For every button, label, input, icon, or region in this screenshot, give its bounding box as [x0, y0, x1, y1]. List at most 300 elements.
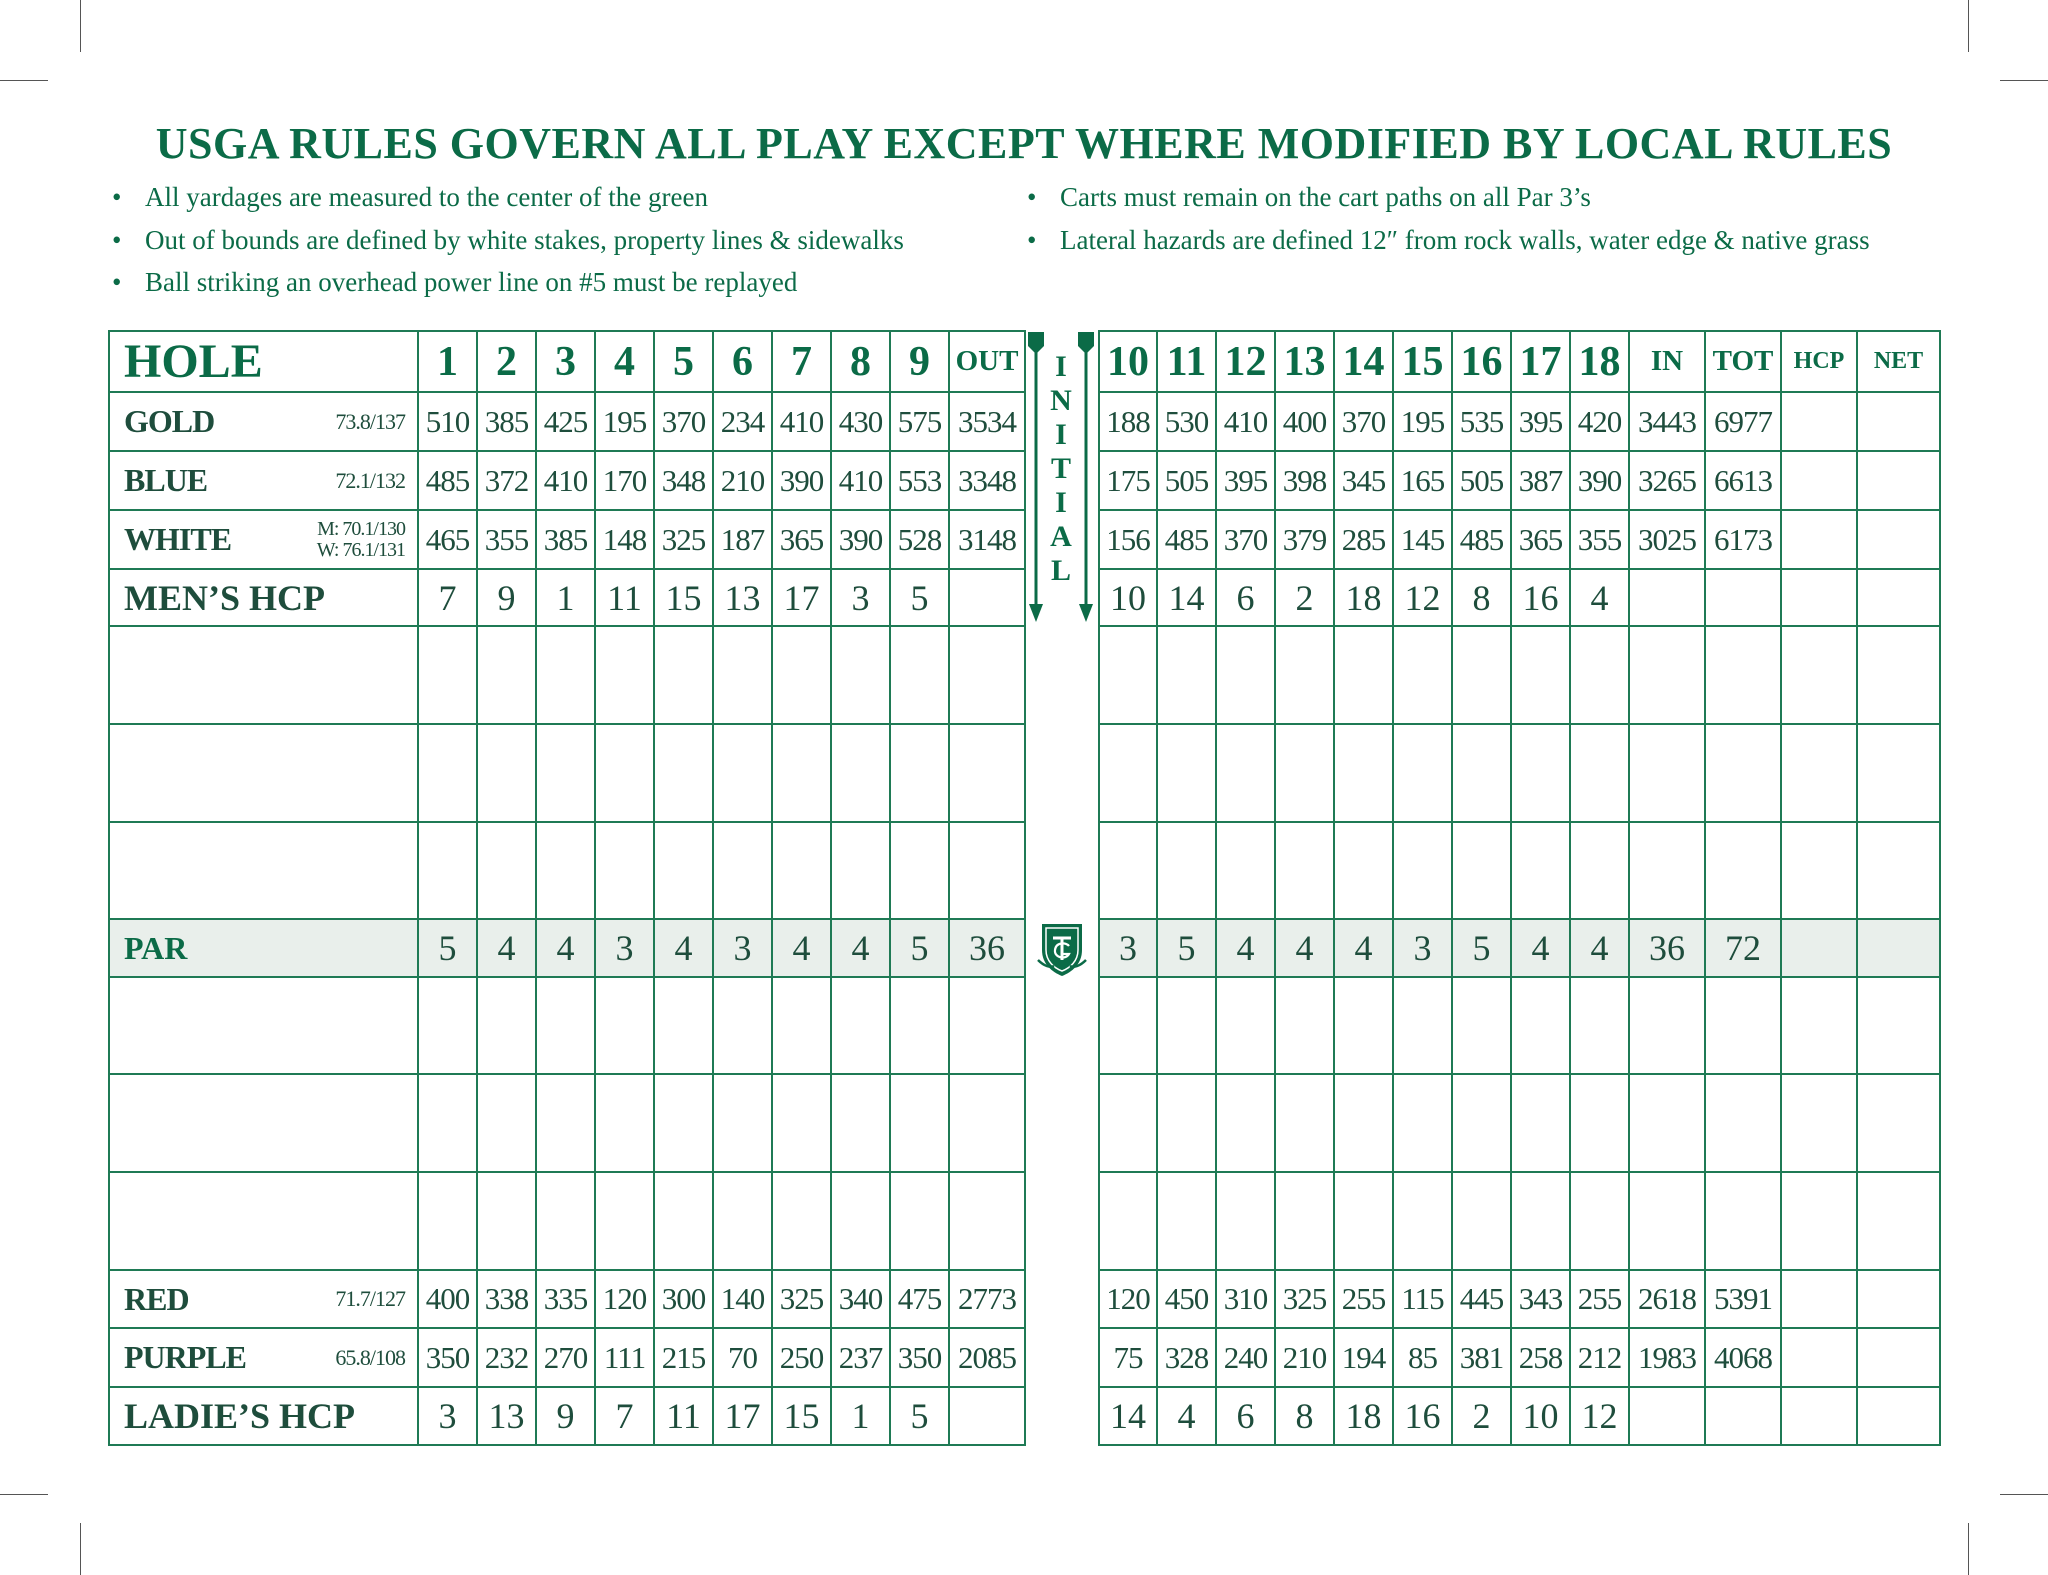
score-cell[interactable] — [1511, 1172, 1570, 1270]
yardage-cell: 350 — [890, 1328, 949, 1387]
yardage-cell: 485 — [1452, 510, 1511, 569]
score-cell[interactable] — [1393, 626, 1452, 724]
score-cell[interactable] — [1570, 626, 1629, 724]
yardage-cell: 234 — [713, 392, 772, 451]
score-cell[interactable] — [1705, 724, 1781, 822]
score-cell[interactable] — [536, 1074, 595, 1172]
score-cell[interactable] — [1334, 1172, 1393, 1270]
hcp-cell: 15 — [772, 1387, 831, 1445]
score-cell[interactable] — [536, 822, 595, 919]
score-cell[interactable] — [890, 1172, 949, 1270]
score-cell[interactable] — [1275, 626, 1334, 724]
hole-row — [109, 331, 1025, 392]
score-cell[interactable] — [890, 977, 949, 1074]
total-header: TOT — [1705, 331, 1781, 392]
score-cell[interactable] — [831, 1172, 890, 1270]
score-cell[interactable] — [595, 977, 654, 1074]
hcp-cell: 6 — [1216, 1387, 1275, 1445]
par-cell: 3 — [1099, 919, 1157, 977]
hcp-entry-cell[interactable] — [1781, 451, 1857, 510]
score-cell[interactable] — [1570, 977, 1629, 1074]
player-score-row — [109, 626, 1025, 724]
score-cell[interactable] — [1099, 724, 1157, 822]
ladies-hcp-row — [109, 1387, 1025, 1445]
score-cell[interactable] — [1393, 1172, 1452, 1270]
rule-item: • All yardages are measured to the center of the green — [112, 176, 904, 219]
score-cell[interactable] — [654, 977, 713, 1074]
purple-tee-row — [1099, 1328, 1940, 1387]
yardage-cell: 398 — [1275, 451, 1334, 510]
score-cell[interactable] — [1705, 822, 1781, 919]
score-cell[interactable] — [1705, 977, 1781, 1074]
yardage-cell: 328 — [1157, 1328, 1216, 1387]
score-cell[interactable] — [1157, 626, 1216, 724]
score-cell[interactable] — [1099, 822, 1157, 919]
initial-letter: I — [1055, 350, 1067, 383]
score-cell[interactable] — [1570, 1172, 1629, 1270]
hcp-cell: 3 — [831, 569, 890, 626]
score-cell[interactable] — [1452, 1074, 1511, 1172]
score-cell[interactable] — [418, 1074, 477, 1172]
par-cell: 5 — [1157, 919, 1216, 977]
score-cell[interactable] — [890, 724, 949, 822]
hcp-entry-cell[interactable] — [1781, 510, 1857, 569]
yardage-cell: 348 — [654, 451, 713, 510]
out-total-cell: 3148 — [949, 510, 1025, 569]
score-cell[interactable] — [713, 822, 772, 919]
yardage-cell: 240 — [1216, 1328, 1275, 1387]
score-cell[interactable] — [1781, 822, 1857, 919]
out-total-cell: 3534 — [949, 392, 1025, 451]
in-total-cell: 2618 — [1629, 1270, 1705, 1328]
score-cell[interactable] — [477, 1172, 536, 1270]
yardage-cell: 410 — [772, 392, 831, 451]
score-cell[interactable] — [1216, 1172, 1275, 1270]
hcp-cell: 2 — [1275, 569, 1334, 626]
score-cell[interactable] — [1452, 977, 1511, 1074]
hcp-cell: 8 — [1275, 1387, 1334, 1445]
score-cell[interactable] — [772, 822, 831, 919]
hcp-cell: 18 — [1334, 1387, 1393, 1445]
score-cell[interactable] — [1511, 626, 1570, 724]
hole-number: 17 — [1511, 331, 1570, 392]
net-entry-cell[interactable] — [1857, 392, 1940, 451]
yardage-cell: 195 — [1393, 392, 1452, 451]
score-cell[interactable] — [595, 626, 654, 724]
yardage-cell: 350 — [418, 1328, 477, 1387]
yardage-cell: 505 — [1157, 451, 1216, 510]
net-entry-cell[interactable] — [1857, 919, 1940, 977]
yardage-cell: 370 — [1334, 392, 1393, 451]
initial-letter: I — [1055, 418, 1067, 451]
par-cell: 4 — [831, 919, 890, 977]
score-cell[interactable] — [831, 1074, 890, 1172]
score-cell[interactable] — [949, 724, 1025, 822]
hcp-cell: 14 — [1157, 569, 1216, 626]
back-nine-table — [1098, 330, 1941, 1446]
rule-item: • Ball striking an overhead power line on #5 must be replayed — [112, 261, 904, 304]
hole-label: HOLE — [109, 331, 418, 392]
white-tee-row — [1099, 510, 1940, 569]
score-cell[interactable] — [1511, 1074, 1570, 1172]
score-cell[interactable] — [418, 626, 477, 724]
score-cell[interactable] — [1705, 1172, 1781, 1270]
score-cell[interactable] — [772, 1074, 831, 1172]
score-cell[interactable] — [1705, 626, 1781, 724]
player-score-row — [109, 1074, 1025, 1172]
score-cell[interactable] — [831, 724, 890, 822]
score-cell[interactable] — [890, 822, 949, 919]
hcp-cell: 17 — [713, 1387, 772, 1445]
player-name-cell[interactable] — [109, 822, 418, 919]
score-cell[interactable] — [1452, 822, 1511, 919]
score-cell[interactable] — [418, 724, 477, 822]
purple-tee-row — [109, 1328, 1025, 1387]
score-cell[interactable] — [1629, 977, 1705, 1074]
par-cell: 3 — [713, 919, 772, 977]
hcp-entry-cell[interactable] — [1781, 1328, 1857, 1387]
score-cell[interactable] — [595, 822, 654, 919]
score-cell[interactable] — [536, 626, 595, 724]
score-cell[interactable] — [1629, 1172, 1705, 1270]
score-cell[interactable] — [772, 1172, 831, 1270]
score-cell[interactable] — [1629, 724, 1705, 822]
red-tee-row — [1099, 1270, 1940, 1328]
player-name-cell[interactable] — [109, 977, 418, 1074]
score-cell[interactable] — [1511, 724, 1570, 822]
score-cell[interactable] — [1629, 626, 1705, 724]
score-cell[interactable] — [890, 626, 949, 724]
score-cell[interactable] — [1393, 977, 1452, 1074]
yardage-cell: 365 — [1511, 510, 1570, 569]
hole-number: 2 — [477, 331, 536, 392]
yardage-cell: 120 — [595, 1270, 654, 1328]
score-cell[interactable] — [536, 724, 595, 822]
score-cell[interactable] — [595, 1172, 654, 1270]
player-score-row — [1099, 1172, 1940, 1270]
yardage-cell: 343 — [1511, 1270, 1570, 1328]
yardage-cell: 255 — [1334, 1270, 1393, 1328]
par-cell: 4 — [772, 919, 831, 977]
yardage-cell: 148 — [595, 510, 654, 569]
score-cell[interactable] — [1334, 977, 1393, 1074]
score-cell[interactable] — [1570, 822, 1629, 919]
yardage-cell: 355 — [1570, 510, 1629, 569]
rule-item: • Lateral hazards are defined 12″ from rock walls, water edge & native grass — [1027, 219, 1870, 262]
in-header: IN — [1629, 331, 1705, 392]
yardage-cell: 445 — [1452, 1270, 1511, 1328]
player-name-cell[interactable] — [109, 724, 418, 822]
score-cell[interactable] — [654, 1074, 713, 1172]
yardage-cell: 85 — [1393, 1328, 1452, 1387]
score-cell[interactable] — [477, 626, 536, 724]
tee-name: WHITE — [124, 521, 232, 557]
score-cell[interactable] — [1781, 977, 1857, 1074]
score-cell[interactable] — [1781, 1172, 1857, 1270]
hcp-cell: 13 — [477, 1387, 536, 1445]
yardage-cell: 175 — [1099, 451, 1157, 510]
score-cell[interactable] — [831, 977, 890, 1074]
player-score-row — [109, 822, 1025, 919]
hcp-entry-cell[interactable] — [1781, 919, 1857, 977]
par-cell: 3 — [595, 919, 654, 977]
initial-letter: I — [1055, 486, 1067, 519]
score-cell[interactable] — [595, 724, 654, 822]
score-cell[interactable] — [1216, 1074, 1275, 1172]
score-cell[interactable] — [1216, 724, 1275, 822]
score-cell[interactable] — [713, 1172, 772, 1270]
par-cell: 4 — [654, 919, 713, 977]
hcp-entry-cell[interactable] — [1781, 392, 1857, 451]
hcp-cell: 7 — [595, 1387, 654, 1445]
score-cell[interactable] — [1781, 626, 1857, 724]
score-cell[interactable] — [949, 822, 1025, 919]
yardage-cell: 140 — [713, 1270, 772, 1328]
score-cell[interactable] — [1334, 1074, 1393, 1172]
hole-number: 18 — [1570, 331, 1629, 392]
score-cell[interactable] — [477, 1074, 536, 1172]
hcp-cell: 3 — [418, 1387, 477, 1445]
par-cell: 4 — [477, 919, 536, 977]
hole-number: 1 — [418, 331, 477, 392]
score-cell[interactable] — [1275, 822, 1334, 919]
score-cell[interactable] — [713, 1074, 772, 1172]
score-cell[interactable] — [1452, 1172, 1511, 1270]
yardage-cell: 385 — [477, 392, 536, 451]
hole-number: 16 — [1452, 331, 1511, 392]
yardage-cell: 187 — [713, 510, 772, 569]
par-row — [1099, 919, 1940, 977]
tee-name: RED — [124, 1280, 189, 1317]
score-cell[interactable] — [831, 822, 890, 919]
score-cell[interactable] — [1857, 1074, 1940, 1172]
yardage-cell: 385 — [536, 510, 595, 569]
hcp-cell: 1 — [536, 569, 595, 626]
score-cell[interactable] — [1393, 1074, 1452, 1172]
player-name-cell[interactable] — [109, 1074, 418, 1172]
score-cell[interactable] — [1393, 822, 1452, 919]
yardage-cell: 530 — [1157, 392, 1216, 451]
hcp-cell: 12 — [1393, 569, 1452, 626]
score-cell[interactable] — [1857, 626, 1940, 724]
yardage-cell: 270 — [536, 1328, 595, 1387]
score-cell[interactable] — [1334, 822, 1393, 919]
score-cell[interactable] — [772, 626, 831, 724]
yardage-cell: 535 — [1452, 392, 1511, 451]
score-cell[interactable] — [536, 977, 595, 1074]
tee-name: BLUE — [124, 462, 208, 498]
yardage-cell: 505 — [1452, 451, 1511, 510]
hcp-header: HCP — [1781, 331, 1857, 392]
ladies-hcp-label: LADIE’S HCP — [109, 1387, 418, 1445]
score-cell[interactable] — [1705, 1074, 1781, 1172]
score-cell[interactable] — [1452, 626, 1511, 724]
hole-number: 3 — [536, 331, 595, 392]
score-cell[interactable] — [949, 977, 1025, 1074]
score-cell[interactable] — [1334, 724, 1393, 822]
yardage-cell: 345 — [1334, 451, 1393, 510]
par-cell: 3 — [1393, 919, 1452, 977]
red-tee-row — [109, 1270, 1025, 1328]
score-cell[interactable] — [418, 977, 477, 1074]
hcp-cell: 6 — [1216, 569, 1275, 626]
score-cell[interactable] — [418, 822, 477, 919]
yardage-cell: 170 — [595, 451, 654, 510]
score-cell[interactable] — [1216, 822, 1275, 919]
hcp-cell: 1 — [831, 1387, 890, 1445]
score-cell[interactable] — [949, 1074, 1025, 1172]
hole-number: 4 — [595, 331, 654, 392]
net-entry-cell[interactable] — [1857, 569, 1940, 626]
yardage-cell: 165 — [1393, 451, 1452, 510]
score-cell[interactable] — [831, 626, 890, 724]
yardage-cell: 379 — [1275, 510, 1334, 569]
par-cell: 4 — [536, 919, 595, 977]
net-header: NET — [1857, 331, 1940, 392]
score-cell[interactable] — [1781, 1074, 1857, 1172]
score-cell[interactable] — [654, 1172, 713, 1270]
score-cell[interactable] — [1334, 626, 1393, 724]
score-cell[interactable] — [949, 626, 1025, 724]
score-cell[interactable] — [1275, 724, 1334, 822]
score-cell[interactable] — [477, 724, 536, 822]
score-cell[interactable] — [772, 977, 831, 1074]
score-cell[interactable] — [1275, 1172, 1334, 1270]
hcp-cell: 4 — [1157, 1387, 1216, 1445]
score-cell[interactable] — [418, 1172, 477, 1270]
score-cell[interactable] — [1511, 822, 1570, 919]
score-cell[interactable] — [1099, 977, 1157, 1074]
net-entry-cell[interactable] — [1857, 510, 1940, 569]
score-cell[interactable] — [772, 724, 831, 822]
course-rating: 72.1/132 — [335, 467, 405, 493]
score-cell[interactable] — [1157, 977, 1216, 1074]
blue-tee-label — [109, 451, 418, 510]
score-cell[interactable] — [1857, 977, 1940, 1074]
gold-tee-row — [109, 392, 1025, 451]
yardage-cell: 335 — [536, 1270, 595, 1328]
score-cell[interactable] — [1393, 724, 1452, 822]
score-cell[interactable] — [1629, 822, 1705, 919]
out-header: OUT — [949, 331, 1025, 392]
hcp-entry-cell[interactable] — [1781, 1387, 1857, 1445]
par-cell: 5 — [418, 919, 477, 977]
player-name-cell[interactable] — [109, 1172, 418, 1270]
rule-item: • Out of bounds are defined by white stakes, property lines & sidewalks — [112, 219, 904, 262]
score-cell[interactable] — [1216, 626, 1275, 724]
score-cell[interactable] — [1570, 1074, 1629, 1172]
score-cell[interactable] — [1157, 822, 1216, 919]
score-cell[interactable] — [1452, 724, 1511, 822]
hole-number: 15 — [1393, 331, 1452, 392]
score-cell[interactable] — [890, 1074, 949, 1172]
hcp-entry-cell[interactable] — [1781, 569, 1857, 626]
rating-men: M: 70.1/130 — [317, 517, 405, 540]
player-score-row — [109, 977, 1025, 1074]
par-cell: 4 — [1511, 919, 1570, 977]
score-cell[interactable] — [1157, 1074, 1216, 1172]
in-total-cell: 1983 — [1629, 1328, 1705, 1387]
par-cell: 5 — [890, 919, 949, 977]
score-cell[interactable] — [1275, 977, 1334, 1074]
score-cell[interactable] — [1099, 1172, 1157, 1270]
score-cell[interactable] — [1857, 822, 1940, 919]
score-cell[interactable] — [1099, 626, 1157, 724]
net-entry-cell[interactable] — [1857, 1387, 1940, 1445]
score-cell[interactable] — [1157, 1172, 1216, 1270]
score-cell[interactable] — [595, 1074, 654, 1172]
initial-letter: T — [1050, 452, 1071, 485]
hole-number: 11 — [1157, 331, 1216, 392]
hcp-cell — [949, 569, 1025, 626]
score-cell[interactable] — [1275, 1074, 1334, 1172]
score-cell[interactable] — [477, 822, 536, 919]
hcp-cell: 9 — [536, 1387, 595, 1445]
score-cell[interactable] — [536, 1172, 595, 1270]
initial-label — [1024, 350, 1098, 588]
score-cell[interactable] — [654, 626, 713, 724]
score-cell[interactable] — [1570, 724, 1629, 822]
hcp-cell: 7 — [418, 569, 477, 626]
yardage-cell: 70 — [713, 1328, 772, 1387]
hcp-cell — [1629, 569, 1705, 626]
yardage-cell: 395 — [1216, 451, 1275, 510]
hole-number: 12 — [1216, 331, 1275, 392]
yardage-cell: 194 — [1334, 1328, 1393, 1387]
yardage-cell: 340 — [831, 1270, 890, 1328]
hcp-cell: 14 — [1099, 1387, 1157, 1445]
score-cell[interactable] — [1157, 724, 1216, 822]
yardage-cell: 390 — [1570, 451, 1629, 510]
score-cell[interactable] — [1857, 1172, 1940, 1270]
net-entry-cell[interactable] — [1857, 451, 1940, 510]
yardage-cell: 212 — [1570, 1328, 1629, 1387]
score-cell[interactable] — [654, 724, 713, 822]
score-cell[interactable] — [1629, 1074, 1705, 1172]
player-score-row — [109, 724, 1025, 822]
yardage-cell: 400 — [418, 1270, 477, 1328]
score-cell[interactable] — [713, 724, 772, 822]
score-cell[interactable] — [1781, 724, 1857, 822]
net-entry-cell[interactable] — [1857, 1328, 1940, 1387]
player-name-cell[interactable] — [109, 626, 418, 724]
hcp-entry-cell[interactable] — [1781, 1270, 1857, 1328]
gold-tee-label — [109, 392, 418, 451]
initial-letter: N — [1050, 384, 1072, 417]
yardage-cell: 465 — [418, 510, 477, 569]
score-cell[interactable] — [1511, 977, 1570, 1074]
yardage-cell: 425 — [536, 392, 595, 451]
par-cell: 5 — [1452, 919, 1511, 977]
tee-name: PURPLE — [124, 1339, 246, 1375]
score-cell[interactable] — [654, 822, 713, 919]
score-cell[interactable] — [1857, 724, 1940, 822]
hole-row — [1099, 331, 1940, 392]
score-cell[interactable] — [713, 977, 772, 1074]
score-cell[interactable] — [1099, 1074, 1157, 1172]
tee-name: GOLD — [124, 403, 215, 439]
score-cell[interactable] — [713, 626, 772, 724]
score-cell[interactable] — [949, 1172, 1025, 1270]
score-cell[interactable] — [477, 977, 536, 1074]
yardage-cell: 410 — [831, 451, 890, 510]
net-entry-cell[interactable] — [1857, 1270, 1940, 1328]
in-total-cell: 3443 — [1629, 392, 1705, 451]
yardage-cell: 310 — [1216, 1270, 1275, 1328]
initial-column — [1024, 330, 1098, 625]
score-cell[interactable] — [1216, 977, 1275, 1074]
par-label: PAR — [109, 919, 418, 977]
